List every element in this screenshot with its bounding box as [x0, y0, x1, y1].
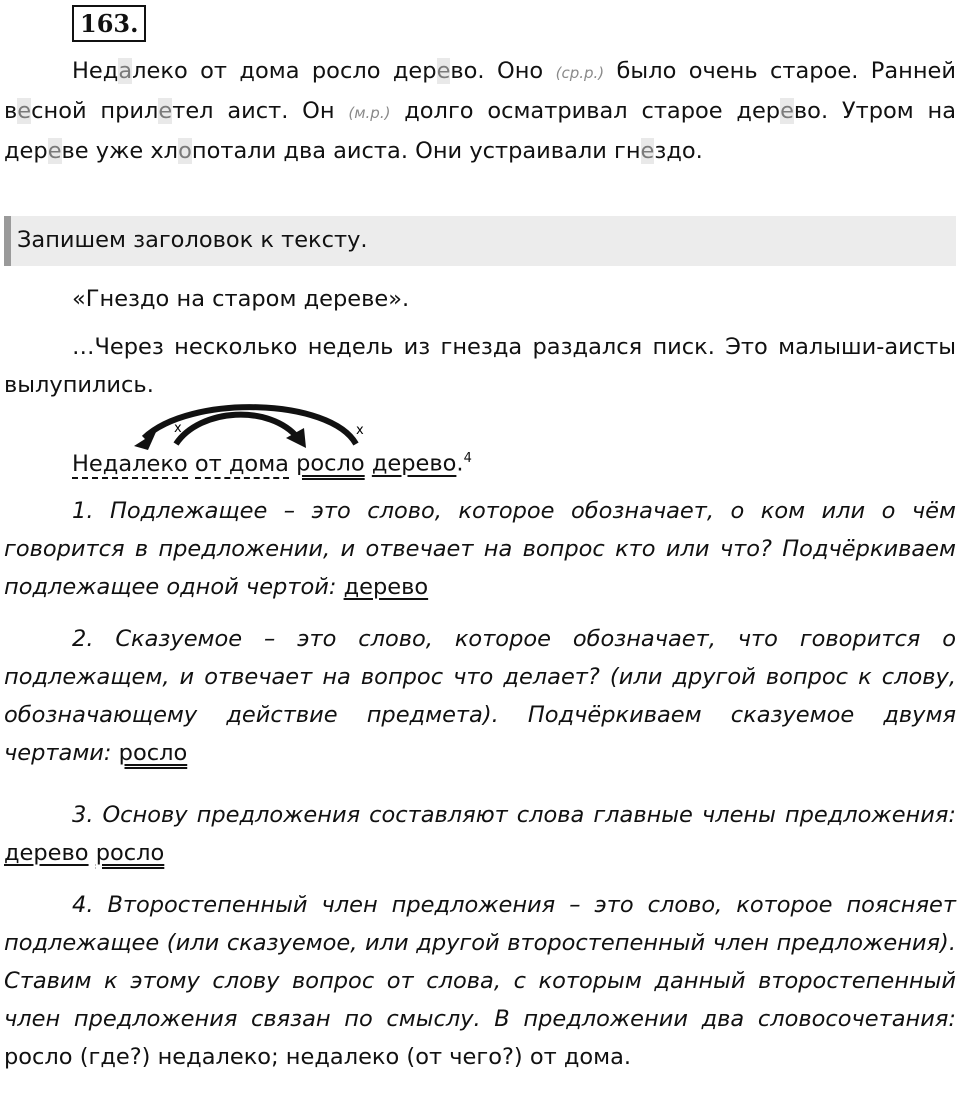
item-3: 3. Основу предложения составляют слова главные члены предложения: дерево росло: [4, 802, 956, 866]
example-predicate: росло: [118, 740, 188, 766]
mark-x-1: x: [174, 421, 182, 436]
text-continuation: …Через несколько недель из гнезда раздался писк. Это малыши-аисты вылупились.: [4, 334, 956, 398]
instruction-banner: Запишем заголовок к тексту.: [4, 216, 956, 266]
example-basis-predicate: росло: [95, 840, 165, 866]
example-basis-subject: дерево: [4, 840, 89, 866]
sentence-mark: 4: [463, 451, 472, 466]
predicate-word: росло: [296, 450, 365, 477]
text-title: «Гнездо на старом дереве».: [72, 286, 410, 312]
parsed-sentence: Недалеко от дома росло дерево.$^4$: [72, 450, 472, 477]
subject-word: дерево: [371, 450, 457, 477]
item-1: 1. Подлежащее – это слово, которое обозначает, о ком или о чём говорится в предложении, и отвечает на вопрос кто или что? Подчёркиваем подлежащее одной чертой: дерево: [4, 498, 956, 600]
exercise-number: 163.: [72, 5, 146, 42]
exercise-text: Недалеко от дома росло дерево. Оно (ср.р.) было очень старое. Ранней весной прилетел аист. Он (м.р.) долго осматривал старое дерево. Утром на дереве уже хлопотали два аиста. Они устраивали гнездо.: [4, 58, 957, 164]
phrases-example: росло (где?) недалеко; недалеко (от чего?) от дома.: [4, 1044, 632, 1070]
item-2: 2. Сказуемое – это слово, которое обозначает, что говорится о подлежащем, и отвечает на вопрос что делает? (или другой вопрос к слову, обозначающему действие предмета). Подчёркиваем сказуемое двумя чертами: росло: [4, 626, 956, 766]
adverbial-word: Недалеко: [72, 450, 188, 477]
gender-note-neuter: (ср.р.): [555, 64, 605, 82]
gender-note-masculine: (м.р.): [348, 104, 391, 122]
mark-x-2: x: [356, 423, 364, 438]
item-4: 4. Второстепенный член предложения – это слово, которое поясняет подлежащее (или сказуемое, или другой второстепенный член предложения). Ставим к этому слову вопрос от слова, с которым данный второстепенный член предложения связан по смыслу. В предложении два словосочетания: росло (где?) недалеко; недалеко (от чего?) от дома.: [4, 892, 956, 1070]
example-subject: дерево: [343, 574, 429, 600]
adverbial-phrase: от дома: [194, 450, 289, 477]
